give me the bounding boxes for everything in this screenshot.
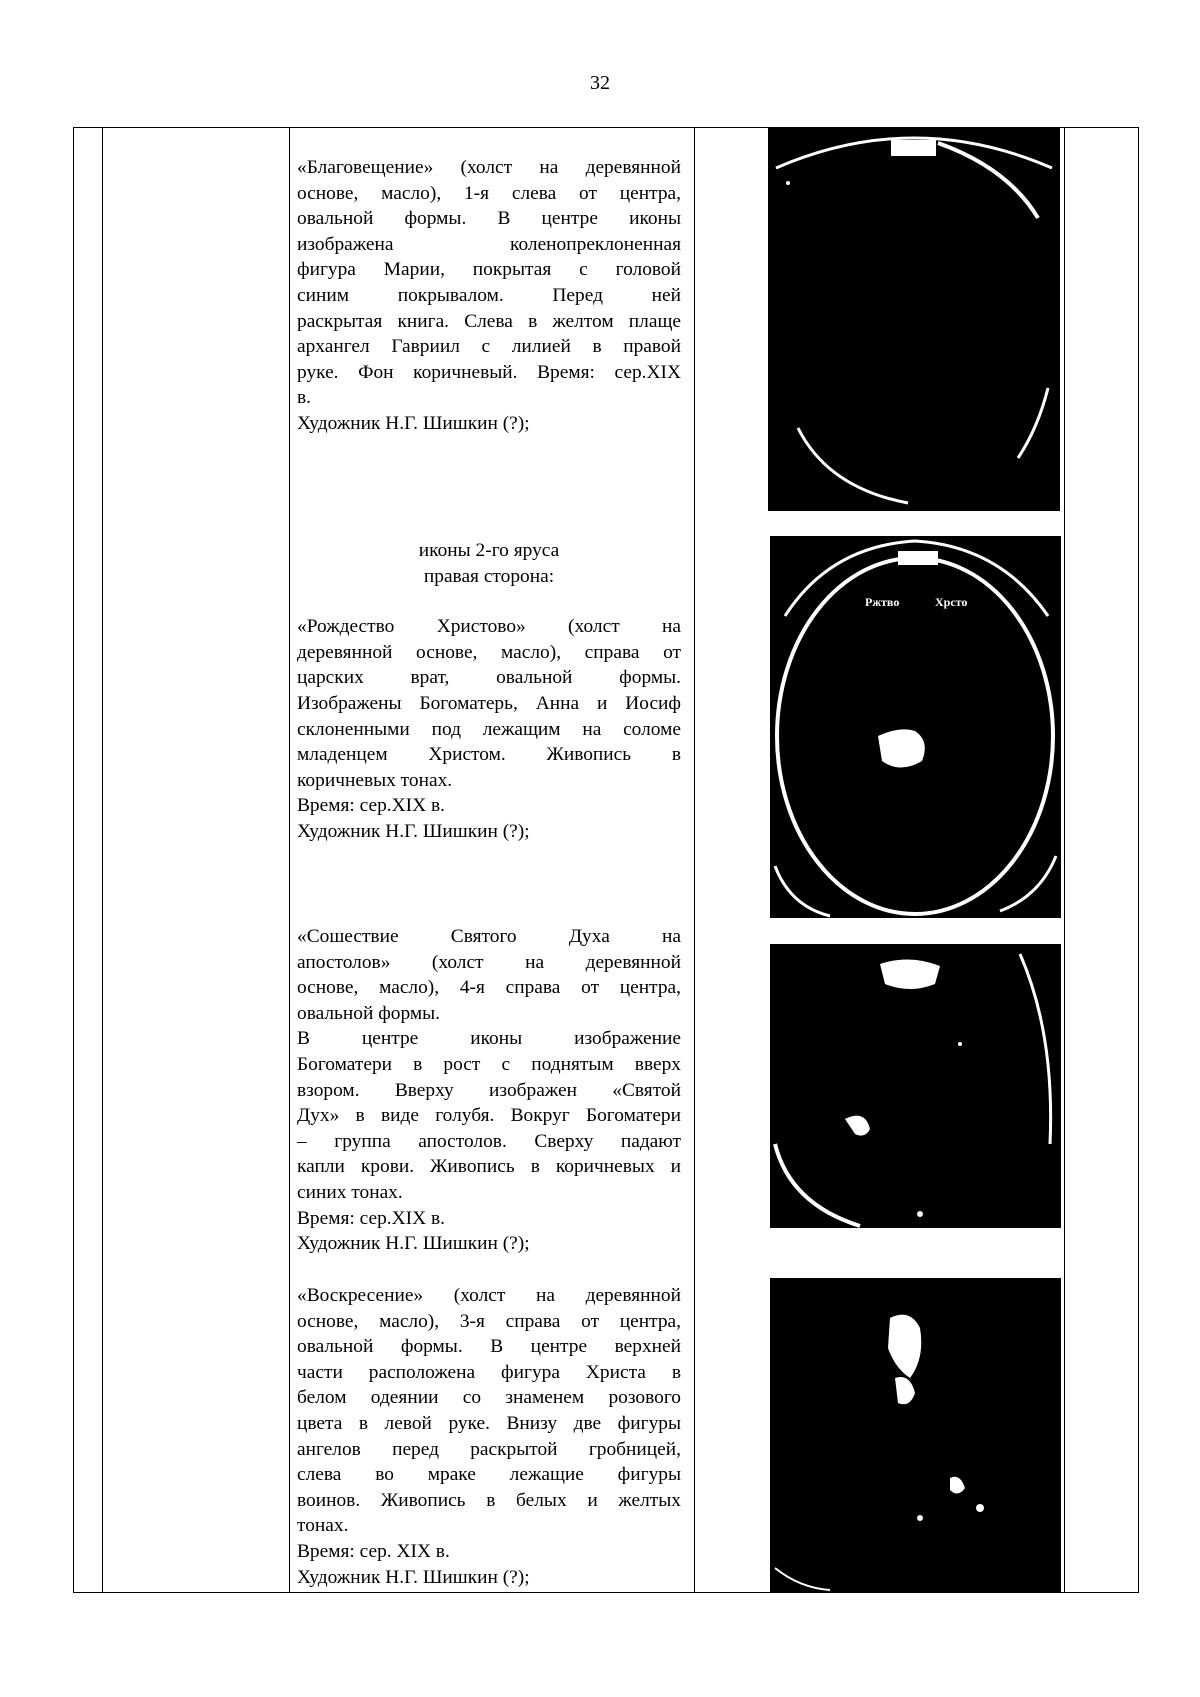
- entry-line: взором. Вверху изображен «Святой: [297, 1079, 681, 1101]
- column-divider: [694, 128, 695, 1592]
- column-divider: [1064, 128, 1065, 1592]
- entry-line: склоненными под лежащим на соломе: [297, 718, 681, 740]
- entry-line: – группа апостолов. Сверху падают: [297, 1130, 681, 1152]
- entry-line: Время: сер. XIX в.: [297, 1540, 450, 1562]
- entry-line: части расположена фигура Христа в: [297, 1361, 681, 1383]
- photo-inscription: Ржтво: [865, 595, 900, 609]
- entry-line: «Воскресение» (холст на деревянной: [297, 1285, 681, 1306]
- entry-line: Изображены Богоматерь, Анна и Иосиф: [297, 692, 681, 714]
- entry-line: синих тонах.: [297, 1181, 403, 1203]
- entry-artist: Художник Н.Г. Шишкин (?);: [297, 412, 530, 434]
- tier-heading: иконы 2-го яруса: [418, 540, 560, 561]
- entry-line: белом одеянии со знаменем розового: [297, 1387, 681, 1409]
- entry-line: Богоматери в рост с поднятым вверх: [297, 1053, 681, 1075]
- entry-line: апостолов» (холст на деревянной: [297, 951, 681, 973]
- column-divider: [102, 128, 103, 1592]
- entry-line: овальной формы.: [297, 1002, 440, 1024]
- entry-line: архангел Гавриил с лилией в правой: [297, 336, 681, 358]
- entry-line: Время: сер.XIX в.: [297, 795, 445, 817]
- entry-line: изображена коленопреклоненная: [297, 233, 681, 255]
- entry-pentecost: [297, 924, 681, 1257]
- entry-line: слева во мраке лежащие фигуры: [297, 1464, 681, 1486]
- entry-line: овальной формы. В центре иконы: [297, 208, 681, 230]
- entry-line: синим покрывалом. Перед ней: [297, 284, 681, 306]
- photo-inscription: Хрсто: [935, 595, 968, 609]
- entry-artist: Художник Н.Г. Шишкин (?);: [297, 820, 530, 842]
- column-divider: [289, 128, 290, 1592]
- entry-line: фигура Марии, покрытая с головой: [297, 259, 681, 281]
- page-number: 32: [590, 72, 610, 94]
- entry-resurrection: [297, 1283, 681, 1590]
- entry-line: основе, масло), 1-я слева от центра,: [297, 182, 681, 204]
- entry-line: Время: сер.XIX в.: [297, 1207, 445, 1229]
- icon-photo-resurrection: [770, 1278, 1061, 1593]
- entry-line: «Сошествие Святого Духа на: [297, 926, 681, 947]
- entry-line: основе, масло), 3-я справа от центра,: [297, 1310, 681, 1332]
- entry-line: «Рождество Христово» (холст на: [297, 616, 681, 638]
- entry-line: цвета в левой руке. Внизу две фигуры: [297, 1412, 681, 1434]
- entry-line: руке. Фон коричневый. Время: сер.XIX: [297, 361, 681, 383]
- tier-subheading: правая сторона:: [423, 565, 555, 587]
- entry-line: коричневых тонах.: [297, 769, 453, 791]
- entry-line: основе, масло), 4-я справа от центра,: [297, 977, 681, 999]
- icon-photo-nativity: [770, 536, 1061, 918]
- entry-line: Дух» в виде голубя. Вокруг Богоматери: [297, 1105, 681, 1127]
- entry-line: тонах.: [297, 1515, 349, 1537]
- entry-line: раскрытая книга. Слева в желтом плаще: [297, 310, 681, 332]
- entry-nativity: [297, 538, 681, 845]
- entry-line: В центре иконы изображение: [297, 1028, 681, 1050]
- entry-line: «Благовещение» (холст на деревянной: [297, 157, 681, 178]
- entry-line: в.: [297, 387, 312, 409]
- icon-photo-annunciation: [768, 128, 1060, 511]
- entry-line: царских врат, овальной формы.: [297, 667, 681, 689]
- icon-photo-pentecost: [770, 944, 1061, 1228]
- entry-artist: Художник Н.Г. Шишкин (?);: [297, 1566, 530, 1588]
- entry-annunciation: [297, 155, 681, 437]
- entry-artist: Художник Н.Г. Шишкин (?);: [297, 1233, 530, 1255]
- entry-line: овальной формы. В центре верхней: [297, 1336, 681, 1358]
- entry-line: воинов. Живопись в белых и желтых: [297, 1489, 681, 1511]
- entry-line: капли крови. Живопись в коричневых и: [297, 1156, 681, 1178]
- entry-line: деревянной основе, масло), справа от: [297, 641, 681, 663]
- entry-line: ангелов перед раскрытой гробницей,: [297, 1438, 681, 1460]
- entry-line: младенцем Христом. Живопись в: [297, 744, 681, 766]
